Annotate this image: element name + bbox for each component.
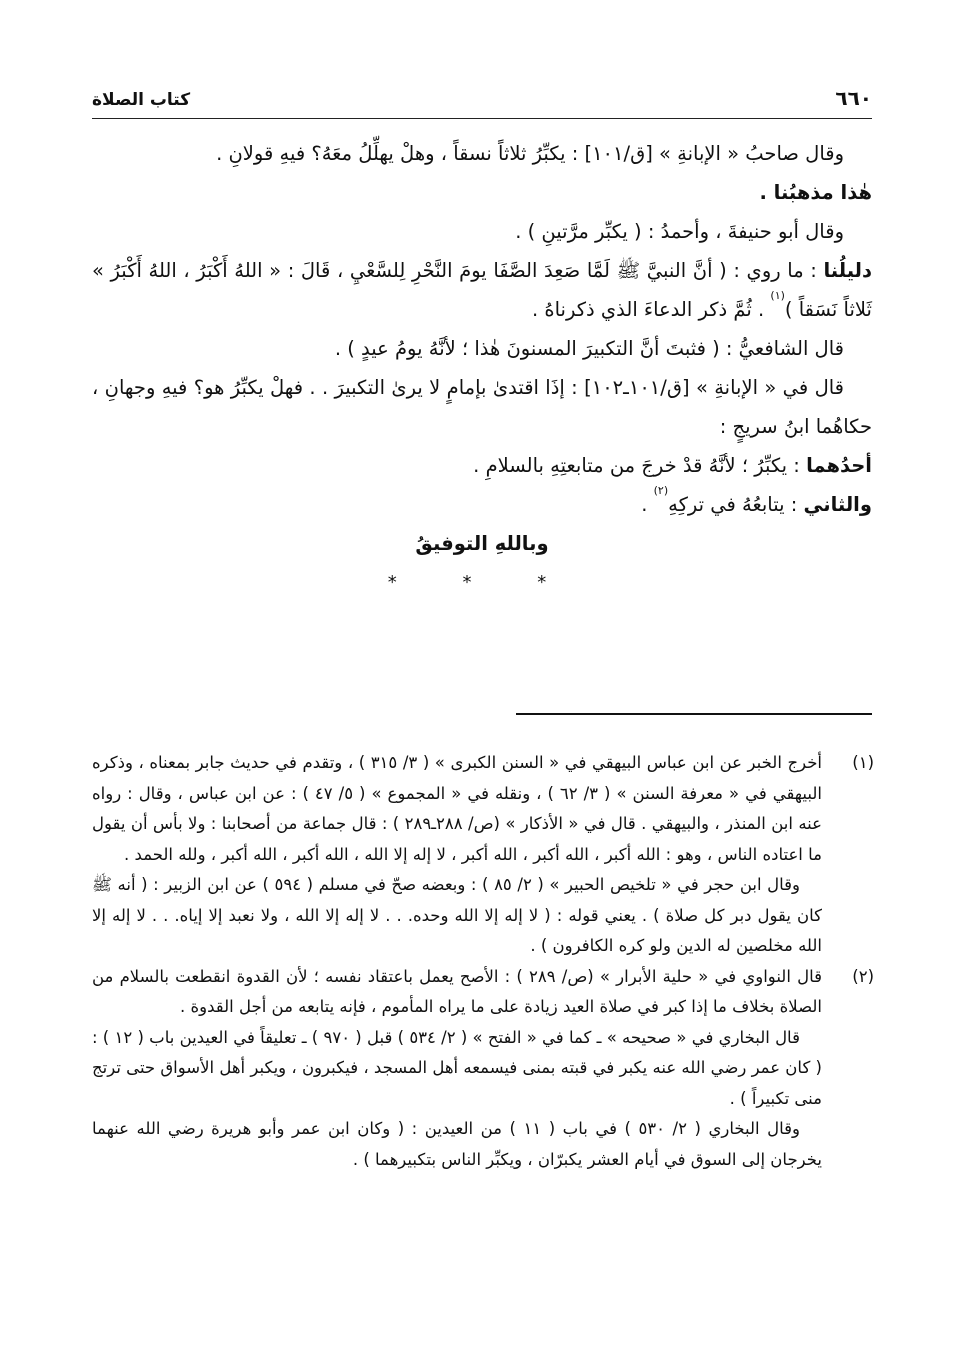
paragraph-3: وقال أبو حنيفةَ ، وأحمدُ : ( يكبِّر مرَّتينِ ) . [515,220,844,243]
paragraph-2: هٰذا مذهبُنا . [759,181,872,204]
paragraph-4-text: : ما روي : ( أنَّ النبيَّ ﷺ لَمَّا صَعِدَ الصَّفَا يومَ النَّحْرِ لِلسَّعْيِ ، قَالَ : « اللهُ أَكْبَرُ ، اللهُ أَكْبَرُ » ثَلاثاً نَسَقاً ) [92,259,872,321]
paragraph-8-end: . [641,493,654,516]
paragraph-8 [92,485,872,524]
paragraph-8-lead: والثاني [803,493,872,516]
paragraph-5: قال الشافعيُّ : ( فثبتَ أنَّ التكبيرَ المسنونَ هٰذا ؛ لأنَّهُ يومُ عيدٍ ) . [334,337,844,360]
paragraph-7-text: : يكبِّرُ ؛ لأنَّهُ قدْ خرجَ من متابعتِهِ بالسلامِ . [473,454,807,477]
footnote-number: (١) [852,753,874,772]
paragraph-6: قال في « الإبانةِ » [ق/١٠١ـ١٠٢] : إذَا اقتدىٰ بإمامٍ لا يرىٰ التكبيرَ . . فهلْ يكبِّرُ هو؟ فيهِ وجهانِ ، حكاهُما ابنُ سريجٍ : [92,376,872,438]
book-title: كتاب الصلاة [92,90,191,110]
paragraph-1: وقال صاحبُ « الإبانةِ » [ق/١٠١] : يكبِّرُ ثلاثاً نسقاً ، وهلْ يهلِّلُ معَهُ؟ فيهِ قولانِ . [216,142,844,165]
paragraph-8-text: : يتابعُهُ في تركِهِ [668,493,804,516]
footnote-paragraph: قال البخاري في « صحيحه » ـ كما في « الفتح » ( ٢/ ٥٣٤ ) قبل ( ٩٧٠ ) ـ تعليقاً في العيدين باب ( ١٢ ) : ( كان عمر رضي الله عنه يكبر في قبته بمنى فيسمعه أهل المسجد ، فيكبرون ، ويكبر أهل الأسواق حتى ترتج منى تكبيراً ) . [92,1027,822,1108]
footnotes [92,748,874,1175]
page-header [92,86,872,119]
main-text [92,134,872,602]
paragraph-4-end: . ثُمَّ ذكر الدعاءَ الذي ذكرناهُ . [531,298,771,321]
page-number: ٦٦٠ [835,86,872,110]
footnote-paragraph: وقال ابن حجر في « تلخيص الحبير » ( ٢/ ٨٥ ) : وبعضه صحّ في مسلم ( ٥٩٤ ) عن ابن الزبير : ( أنه ﷺ كان يقول دبر كل صلاة ) . يعني قوله : ( لا إله إلا الله وحده. . . لا إله إلا الله ، ولا نعبد إلا إياه. . . لا إله إلا الله مخلصين له الدين ولو كره الكافرون ) . [92,875,822,955]
footnote-ref-2[interactable]: (٢) [653,484,669,497]
footnote-number: (٢) [852,966,874,986]
closing-phrase: وباللهِ التوفيقُ [415,532,549,555]
footnote-1 [92,748,874,962]
paragraph-7-lead: أحدُهما [806,454,872,477]
paragraph-4-lead: دليلُنا [823,259,872,282]
section-divider-stars: * * * [387,572,577,593]
footnote-paragraph: قال النواوي في « حلية الأبرار » (ص/ ٢٨٩ ) : الأصح يعمل باعتقاد نفسه ؛ لأن القدوة انقطعت بالسلام من الصلاة بخلاف ما إذا كبر في صلاة العيد زيادة على ما يراه المأموم ، فإنه يتابعه من أجل القدوة . [92,966,822,1016]
footnote-paragraph: أخرج الخبر عن ابن عباس البيهقي في « السنن الكبرى » ( ٣/ ٣١٥ ) ، وتقدم في حديث جابر بمعناه ، وذكره البيهقي في « معرفة السنن » ( ٣/ ٦٢ ) ، ونقله في « المجموع » ( ٥/ ٤٧ ) : عن ابن عباس ، وقال : رواه عنه ابن المنذر ، والبيهقي . قال في « الأذكار » (ص/ ٢٨٨ـ٢٨٩ ) : قال جماعة من أصحابنا : ولا بأس أن يقول ما اعتاده الناس ، وهو : الله أكبر ، الله أكبر ، الله أكبر ، لا إله إلا الله ، الله أكبر ، الله أكبر ، ولله الحمد . [92,753,822,864]
paragraph-7 [92,446,872,485]
footnote-2 [92,962,874,1176]
footnote-ref-1[interactable]: (١) [770,289,785,302]
footnote-paragraph: وقال البخاري ( ٢/ ٥٣٠ ) في باب ( ١١ ) من العيدين : ( وكان ابن عمر وأبو هريرة رضي الله عنهما يخرجان إلى السوق في أيام العشر يكبرّان ، ويكبِّر الناس بتكبيرهما ) . [92,1119,822,1169]
paragraph-4 [92,251,872,329]
footnote-separator [516,713,872,715]
